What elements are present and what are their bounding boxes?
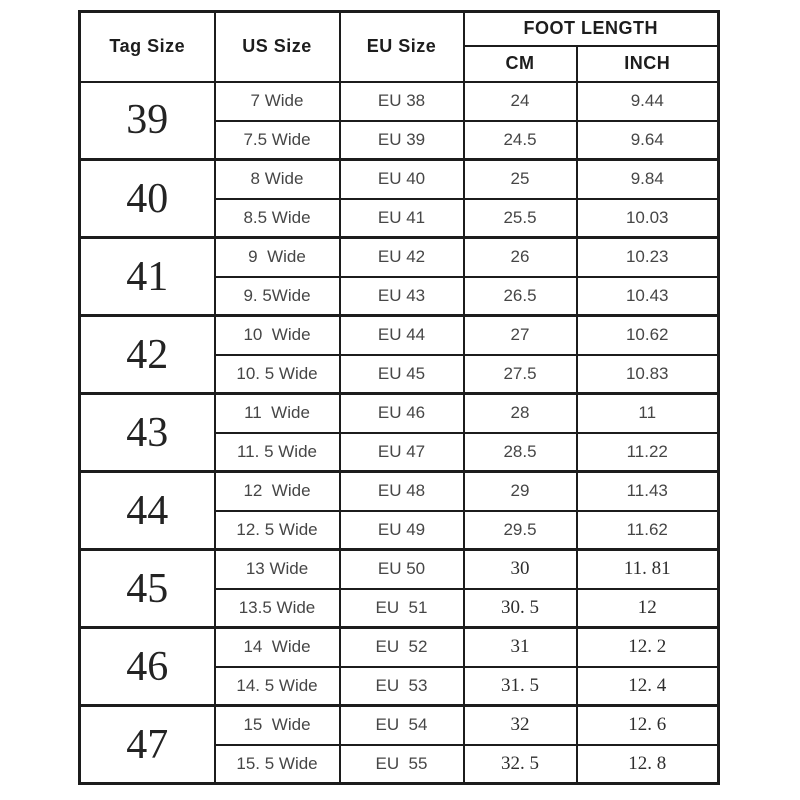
us-size-cell: 11 Wide xyxy=(215,394,340,433)
table-row xyxy=(80,316,719,355)
us-size-cell: 12 Wide xyxy=(215,472,340,511)
eu-size-cell: EU 51 xyxy=(340,589,464,628)
inch-cell: 11.22 xyxy=(577,433,719,472)
us-size-cell: 9. 5Wide xyxy=(215,277,340,316)
eu-size-cell: EU 39 xyxy=(340,121,464,160)
size-group-45 xyxy=(80,550,719,628)
eu-size-cell: EU 48 xyxy=(340,472,464,511)
eu-size-cell: EU 54 xyxy=(340,706,464,745)
cm-cell: 29.5 xyxy=(464,511,577,550)
us-size-cell: 15 Wide xyxy=(215,706,340,745)
us-size-cell: 8 Wide xyxy=(215,160,340,199)
inch-cell: 9.64 xyxy=(577,121,719,160)
us-size-cell: 14 Wide xyxy=(215,628,340,667)
eu-size-cell: EU 44 xyxy=(340,316,464,355)
cm-cell: 31 xyxy=(464,628,577,667)
tag-size-cell: 47 xyxy=(80,706,215,784)
inch-cell: 9.84 xyxy=(577,160,719,199)
us-size-cell: 8.5 Wide xyxy=(215,199,340,238)
table-row xyxy=(80,82,719,121)
tag-size-cell: 45 xyxy=(80,550,215,628)
inch-cell: 12. 4 xyxy=(577,667,719,706)
tag-size-cell: 42 xyxy=(80,316,215,394)
us-size-cell: 13 Wide xyxy=(215,550,340,589)
header-foot-length: FOOT LENGTH xyxy=(464,12,719,46)
inch-cell: 10.83 xyxy=(577,355,719,394)
cm-cell: 27.5 xyxy=(464,355,577,394)
inch-cell: 11.43 xyxy=(577,472,719,511)
eu-size-cell: EU 50 xyxy=(340,550,464,589)
eu-size-cell: EU 38 xyxy=(340,82,464,121)
inch-cell: 12. 6 xyxy=(577,706,719,745)
inch-cell: 10.23 xyxy=(577,238,719,277)
header-eu-size: EU Size xyxy=(340,12,464,82)
tag-size-cell: 39 xyxy=(80,82,215,160)
size-chart-table xyxy=(78,10,720,785)
eu-size-cell: EU 43 xyxy=(340,277,464,316)
cm-cell: 31. 5 xyxy=(464,667,577,706)
us-size-cell: 12. 5 Wide xyxy=(215,511,340,550)
inch-cell: 12. 8 xyxy=(577,745,719,784)
eu-size-cell: EU 40 xyxy=(340,160,464,199)
table-row xyxy=(80,238,719,277)
inch-cell: 9.44 xyxy=(577,82,719,121)
eu-size-cell: EU 42 xyxy=(340,238,464,277)
header-us-size: US Size xyxy=(215,12,340,82)
us-size-cell: 9 Wide xyxy=(215,238,340,277)
size-group-46 xyxy=(80,628,719,706)
eu-size-cell: EU 41 xyxy=(340,199,464,238)
inch-cell: 10.03 xyxy=(577,199,719,238)
cm-cell: 28.5 xyxy=(464,433,577,472)
size-group-39 xyxy=(80,82,719,160)
size-group-40 xyxy=(80,160,719,238)
table-row xyxy=(80,394,719,433)
header-tag-size: Tag Size xyxy=(80,12,215,82)
cm-cell: 27 xyxy=(464,316,577,355)
tag-size-cell: 46 xyxy=(80,628,215,706)
cm-cell: 30. 5 xyxy=(464,589,577,628)
table-row xyxy=(80,628,719,667)
eu-size-cell: EU 45 xyxy=(340,355,464,394)
eu-size-cell: EU 49 xyxy=(340,511,464,550)
header-row-top xyxy=(80,12,719,46)
size-group-43 xyxy=(80,394,719,472)
table-header xyxy=(80,12,719,82)
us-size-cell: 14. 5 Wide xyxy=(215,667,340,706)
header-inch: INCH xyxy=(577,46,719,82)
tag-size-cell: 44 xyxy=(80,472,215,550)
inch-cell: 11 xyxy=(577,394,719,433)
cm-cell: 32 xyxy=(464,706,577,745)
header-cm: CM xyxy=(464,46,577,82)
eu-size-cell: EU 53 xyxy=(340,667,464,706)
us-size-cell: 15. 5 Wide xyxy=(215,745,340,784)
cm-cell: 24 xyxy=(464,82,577,121)
inch-cell: 12 xyxy=(577,589,719,628)
size-group-41 xyxy=(80,238,719,316)
eu-size-cell: EU 46 xyxy=(340,394,464,433)
inch-cell: 10.62 xyxy=(577,316,719,355)
tag-size-cell: 43 xyxy=(80,394,215,472)
us-size-cell: 10. 5 Wide xyxy=(215,355,340,394)
us-size-cell: 13.5 Wide xyxy=(215,589,340,628)
table-row xyxy=(80,160,719,199)
table-row xyxy=(80,550,719,589)
us-size-cell: 11. 5 Wide xyxy=(215,433,340,472)
inch-cell: 12. 2 xyxy=(577,628,719,667)
cm-cell: 24.5 xyxy=(464,121,577,160)
inch-cell: 11.62 xyxy=(577,511,719,550)
size-group-47 xyxy=(80,706,719,784)
cm-cell: 26.5 xyxy=(464,277,577,316)
inch-cell: 10.43 xyxy=(577,277,719,316)
eu-size-cell: EU 55 xyxy=(340,745,464,784)
cm-cell: 26 xyxy=(464,238,577,277)
us-size-cell: 10 Wide xyxy=(215,316,340,355)
cm-cell: 25.5 xyxy=(464,199,577,238)
cm-cell: 30 xyxy=(464,550,577,589)
cm-cell: 32. 5 xyxy=(464,745,577,784)
us-size-cell: 7 Wide xyxy=(215,82,340,121)
tag-size-cell: 41 xyxy=(80,238,215,316)
eu-size-cell: EU 52 xyxy=(340,628,464,667)
size-group-44 xyxy=(80,472,719,550)
cm-cell: 25 xyxy=(464,160,577,199)
table-row xyxy=(80,472,719,511)
table-row xyxy=(80,706,719,745)
us-size-cell: 7.5 Wide xyxy=(215,121,340,160)
tag-size-cell: 40 xyxy=(80,160,215,238)
cm-cell: 28 xyxy=(464,394,577,433)
inch-cell: 11. 81 xyxy=(577,550,719,589)
eu-size-cell: EU 47 xyxy=(340,433,464,472)
cm-cell: 29 xyxy=(464,472,577,511)
size-group-42 xyxy=(80,316,719,394)
